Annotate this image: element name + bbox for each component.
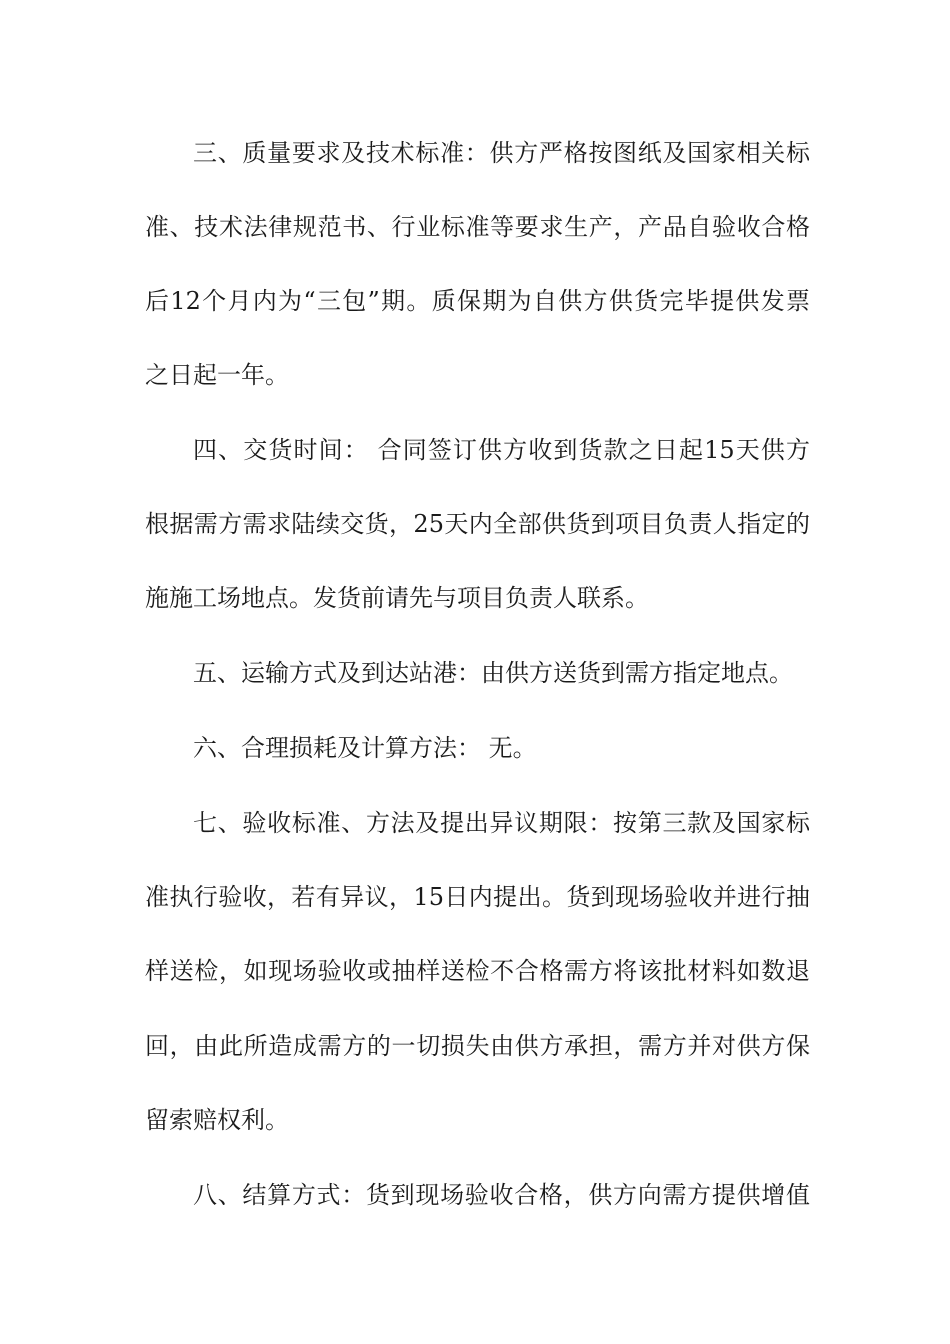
clause-7-line-4: 回，由此所造成需方的一切损失由供方承担，需方并对供方保	[145, 1032, 810, 1060]
clause-3-line-2: 准、技术法律规范书、行业标准等要求生产，产品自验收合格	[145, 213, 810, 241]
clause-7-line-1: 七、验收标准、方法及提出异议期限：按第三款及国家标	[193, 809, 810, 837]
clause-3-line-4: 之日起一年。	[145, 361, 289, 389]
clause-3-line-3: 后12个月内为“三包”期。质保期为自供方供货完毕提供发票	[145, 287, 810, 315]
clause-8-line-1: 八、结算方式：货到现场验收合格，供方向需方提供增值	[193, 1181, 810, 1209]
clause-7-line-3: 样送检，如现场验收或抽样送检不合格需方将该批材料如数退	[145, 957, 810, 985]
clause-7-line-5: 留索赔权利。	[145, 1106, 289, 1134]
clause-6-line-1: 六、合理损耗及计算方法： 无。	[193, 734, 537, 762]
clause-5-line-1: 五、运输方式及到达站港：由供方送货到需方指定地点。	[193, 659, 793, 687]
clause-7-line-2: 准执行验收，若有异议，15日内提出。货到现场验收并进行抽	[145, 883, 810, 911]
clause-4-line-3: 施施工场地点。发货前请先与项目负责人联系。	[145, 584, 649, 612]
clause-4-line-1: 四、交货时间： 合同签订供方收到货款之日起15天供方	[193, 436, 810, 464]
clause-4-line-2: 根据需方需求陆续交货，25天内全部供货到项目负责人指定的	[145, 510, 810, 538]
clause-3-line-1: 三、质量要求及技术标准：供方严格按图纸及国家相关标	[193, 139, 810, 167]
